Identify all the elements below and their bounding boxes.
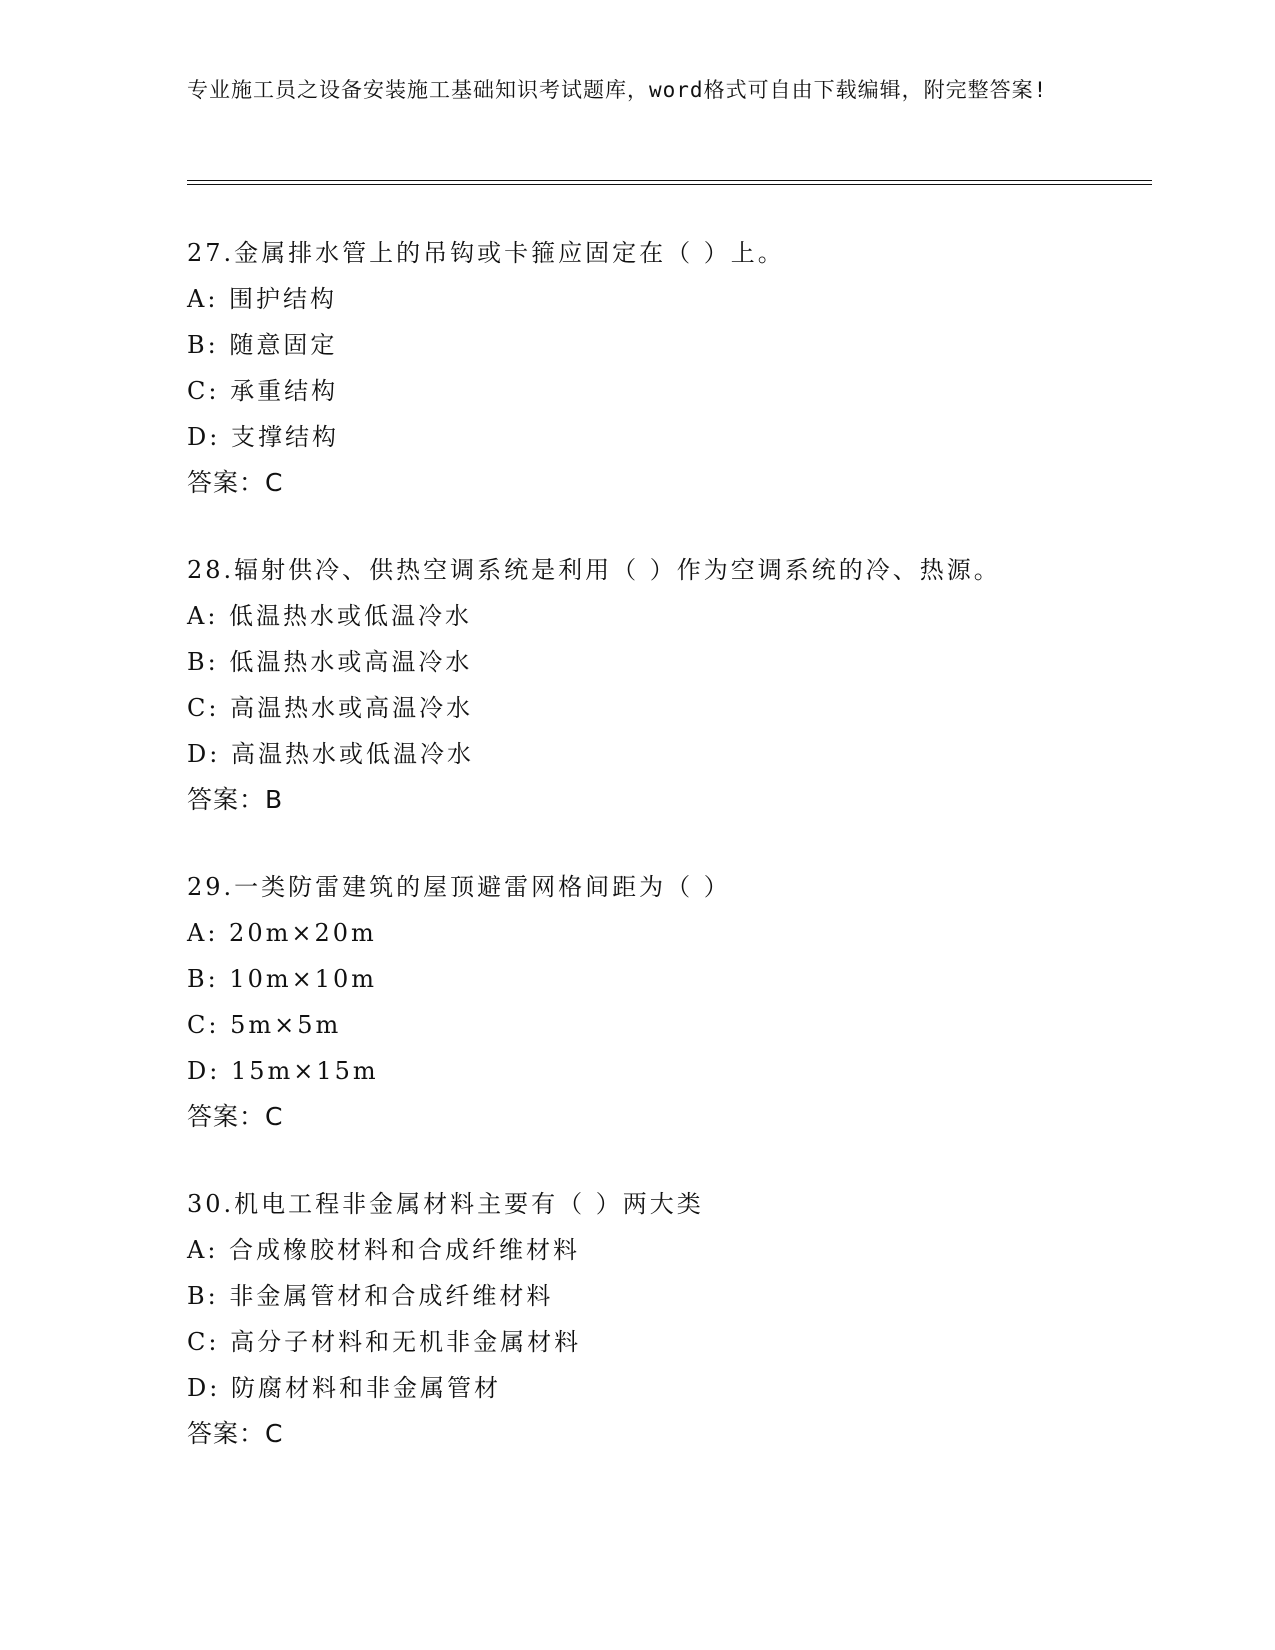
question-stem: 27.金属排水管上的吊钩或卡箍应固定在（ ）上。 bbox=[187, 239, 785, 267]
question-30 bbox=[187, 1181, 1147, 1457]
header-divider-bottom bbox=[187, 184, 1152, 185]
option-d: D: 支撑结构 bbox=[187, 423, 339, 451]
question-27 bbox=[187, 230, 1147, 506]
option-d: D: 防腐材料和非金属管材 bbox=[187, 1374, 501, 1402]
question-28 bbox=[187, 547, 1147, 823]
answer-line: 答案：C bbox=[187, 468, 284, 497]
option-b: B: 非金属管材和合成纤维材料 bbox=[187, 1282, 554, 1310]
option-c: C: 5m×5m bbox=[187, 1011, 342, 1039]
option-b: B: 随意固定 bbox=[187, 331, 338, 359]
option-a: A: 低温热水或低温冷水 bbox=[187, 602, 473, 630]
option-c: C: 承重结构 bbox=[187, 377, 339, 405]
option-c: C: 高温热水或高温冷水 bbox=[187, 694, 474, 722]
document-header: 专业施工员之设备安装施工基础知识考试题库，word格式可自由下载编辑，附完整答案! bbox=[187, 78, 1048, 102]
option-b: B: 低温热水或高温冷水 bbox=[187, 648, 473, 676]
answer-line: 答案：C bbox=[187, 1419, 284, 1448]
option-a: A: 20m×20m bbox=[187, 919, 377, 947]
answer-line: 答案：C bbox=[187, 1102, 284, 1131]
option-d: D: 高温热水或低温冷水 bbox=[187, 740, 474, 768]
question-stem: 30.机电工程非金属材料主要有（ ）两大类 bbox=[187, 1190, 704, 1218]
option-a: A: 围护结构 bbox=[187, 285, 338, 313]
question-stem: 28.辐射供冷、供热空调系统是利用（ ）作为空调系统的冷、热源。 bbox=[187, 556, 1001, 584]
option-a: A: 合成橡胶材料和合成纤维材料 bbox=[187, 1236, 581, 1264]
option-c: C: 高分子材料和无机非金属材料 bbox=[187, 1328, 582, 1356]
header-divider-top bbox=[187, 180, 1152, 181]
question-29 bbox=[187, 864, 1147, 1140]
question-stem: 29.一类防雷建筑的屋顶避雷网格间距为（ ） bbox=[187, 873, 731, 901]
option-d: D: 15m×15m bbox=[187, 1057, 379, 1085]
option-b: B: 10m×10m bbox=[187, 965, 378, 993]
answer-line: 答案：B bbox=[187, 785, 284, 814]
